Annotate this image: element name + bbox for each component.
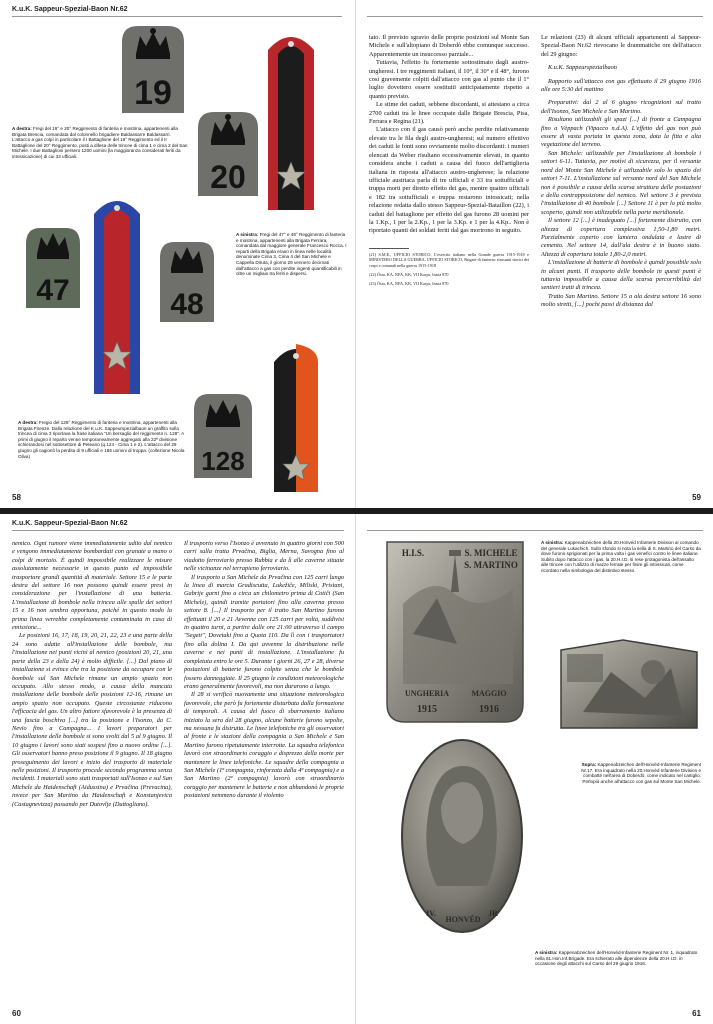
caption-20-honved-division: A sinistra: Kappenabzeichen della 20.Honvéd Infanterie Division al comando del generale Lukachich. Sullo sfondo si nota la sella di S. Martino del Carso da dove furono sprigionati per la prima volta i gas venefici contro le linee italiane. Subito dopo l'attacco con i gas, la 20.H.I.D. si rese protagonista dell'assalto alle trincee con l'utilizzo di mazze ferrate per finire gli intossicati, come ricordato nella simbologia del distintivo stesso. xyxy=(541,540,701,573)
caption-brigata-brescia: A destra: Fregi del 19° e 20° Reggimento di fanteria e mostrina, appartenenti alla Brigata Brescia, comandata dal colonnello brigadiere Baldassarre Baldassarri. L'attacco a gas colpì in particolare il I Battaglione del 19° Reggimento ed il II Battaglione del 20° Reggimento, posti a difesa delle trincee di cima 1 e cima 2 del San Michele. I due Battaglioni persero 1200 uomini (la maggioranza considerati feriti da intossicazione) di cui 32 ufficiali. xyxy=(12,126,188,159)
page-number: 61 xyxy=(692,1009,701,1018)
mostrina-red xyxy=(262,24,320,214)
paragraph: Il settore 12 [...] è inadeguato [...] fortemente distrutto, con altezza di copertura complessiva 1,50-1,80 metri. Parzialmente coperto con lamiera ondulata e lastre di cemento. Nel settore 14, dall'ala destra è in buono stato. Altezza di copertura totale 1,80-2,0 metri. xyxy=(541,217,701,258)
paragraph: Preparativi: dal 2 al 6 giugno ricognizioni sul tratto dell'Isonzo, San Michele e San Martino. xyxy=(541,99,701,115)
footnote-23: (23) Östa, KA, NFA, KK, VII Korps, busta 870 xyxy=(369,281,449,287)
paragraph: Il trasporto verso l'Isonzo è avvenuto in quattro giorni con 500 carri sulla tratta Prvačina, Biglia, Merna, Savogna fino al viadotto ferroviario presso Rubbia e da lì alle caverne situate nelle vicinanze nel terrapieno ferroviario. xyxy=(184,540,344,573)
mostrina-black-orange xyxy=(268,336,324,496)
caption-brigata-ferrara: A sinistra: Fregi del 47° e 48° Reggimento di fanteria e mostrina, appartenenti alla Brigata Ferrara, comandata dal maggiore generale Francesco Rocca. I reparti della Brigata erano in linea nelle località denominate Cima 3, Cima 4 del San Michele e Cappella Diruta; il giorno 29 vennero decimati dall'attacco a gas con perdite ingenti quantificabili in oltre un migliaio tra feriti e dispersi. xyxy=(236,232,347,277)
page-number: 58 xyxy=(12,493,21,502)
running-head-rule xyxy=(367,530,703,531)
patch-20-number: 20 xyxy=(210,159,246,195)
page-61 xyxy=(357,514,713,1024)
paragraph: Risultano utilizzabili gli spazi [...] di fronte a Campagna fino a Vèppach (Vipacco n.d.A). L'effetto del gas non può essere di vasta portata in questa zona, data la fitta e alta vegetazione del terreno. xyxy=(541,116,701,149)
text-column-2 xyxy=(184,540,344,801)
footnote-rule xyxy=(369,248,409,249)
text-column-1 xyxy=(369,34,529,287)
paragraph: Le stime dei caduti, sebbene discordanti, si attestano a circa 2700 caduti tra le linee occupate dalle Brigate Brescia, Pisa, Ferrara e Regina (21). xyxy=(369,101,529,126)
running-head-rule xyxy=(12,16,342,17)
paragraph: tato. Il previsto sgravio delle proprie posizioni sul Monte San Michele e sull'altopiano di Doberdò ebbe comunque successo. Apparentemente un insuccesso parziale... xyxy=(369,34,529,58)
badge1-label: 1915 xyxy=(417,704,437,715)
footnotes xyxy=(369,248,529,287)
running-head-rule xyxy=(12,530,344,531)
paragraph: Tuttavia, l'effetto fu fortemente sottostimato dagli austro-ungheresi. I tre reggimenti italiani, il 10°, il 30° e il 48°, furono così gravemente colpiti dall'attacco con gas al punto che il 1° luglio dovettero essere sostituiti anticipatamente rispetto a quanto previsto. xyxy=(369,59,529,100)
paragraph: Il 28 si verificò nuovamente una situazione meteorologica favorevole, che però fu fortemente disturbata dalla formazione di temporali. A causa del fuoco di sbarramento italiano iniziato la sera del 28 giugno, alcune batterie furono sepolte, ma nessuna fu distrutta. Le linee telefoniche tra gli osservatori al fronte e le stazioni della compagnia a San Michele e San Martino furono ripetutamente interrotte. La squadra telefonica lavorò con straordinario coraggio e disprezzo della morte per mantenere le linee telefoniche. Le squadre della compagnia a San Michele (1ª compagnia, rinforzata dalla 4ª compagnia) e a San Martino (2ª compagnia) lavorò con straordinario coraggio per mantenere le batterie e non abbandonò le proprie postazioni nemmeno durante il violento xyxy=(184,691,344,800)
running-head: K.u.K. Sappeur-Spezial-Baon Nr.62 xyxy=(12,520,128,527)
badge-20-honved-division xyxy=(373,534,537,730)
caption-honved-regiment-1: A sinistra: Kappenabzeichen dell'Honvéd-Infanterie Regiment Nr. 1, inquadrato nella 81.Hon.Inf.Brigade. Era schierato alle dipendenze della 20.H.I.D. in occasione degli attacchi sul Carso del 29 giugno 1916. xyxy=(535,950,698,967)
paragraph: L'attacco con il gas causò però anche perdite relativamente elevate tra le fila degli austro-ungheresi; sul numero effettivo dei caduti le fonti sono ovviamente molto discordanti: i numeri elencati da Weber risultano eccessivamente elevati, in quanto considera anche i caduti a causa del fuoco dell'artiglieria italiana in risposta all'attacco austro-ungherese; la relazione ufficiale austriaca parla di tre ufficiali e 33 tra sottufficiali e truppa morti per diretto effetto dei gas, mentre quattro ufficiali e 182 tra sottufficiali e truppa restarono intossicati; nella relazione redatta dallo stesso Sappeur-Spezial-Bataillon (22), i caduti del battaglione per effetto del gas furono 28 uomini per la 1.Kp., 1 per la 2.Kp., 1 per la 3.Kp. e 1 per la 4.Kp.. Non è riportato quanti dei soldati feriti dal gas morirono in seguito. xyxy=(369,126,529,235)
page-59 xyxy=(357,0,713,508)
paragraph: Le relazioni (23) di alcuni ufficiali appartenenti al Sappeur-Spezial-Baon Nr.62 rievocano le drammatiche ore dell'attacco del 29 giugno: xyxy=(541,34,701,58)
badge1-label: H.I.S. xyxy=(401,548,425,558)
top-spread xyxy=(0,0,713,508)
badge3-label: HONVÉD xyxy=(445,915,481,924)
page-60 xyxy=(0,514,356,1024)
patch-128-number: 128 xyxy=(201,446,245,476)
text-column-1 xyxy=(12,540,172,809)
badge3-label: JR xyxy=(488,909,498,918)
patch-19 xyxy=(118,22,188,117)
paragraph: L'installazione di batterie di bombole è quindi possibile solo in alcuni punti. Il trasporto delle bombole in questi punti è tuttavia impossibile a causa della scarsa percorribilità dei sentieri tratti di trincea. xyxy=(541,259,701,292)
patch-48-number: 48 xyxy=(170,288,204,321)
caption-brigata-firenze: A destra: Fregio del 128° Reggimento di fanteria e mostrina, appartenenti alla Brigata Firenze. Dalla relazione del K.u.K. Sappeurspezialbaon un graffito sulla trincea di cima 3 riportava la frase italiana "Un bersaglio del reggimento n. 128". A primi di giugno il reparto venne temporaneamente aggregato alla 22ª divisione schierandosi nel sottosettore di Peteano (q.124 - Cima 1 e 2). L'attacco del 29 giugno gli cagionò la perdita di 9 ufficiali e 186 uomini di truppa. (collezione Nicola Oliva) xyxy=(18,420,185,459)
patch-47-number: 47 xyxy=(36,274,70,307)
patch-19-number: 19 xyxy=(134,74,172,112)
mostrina-blue xyxy=(88,188,146,398)
running-head-rule xyxy=(367,16,703,17)
patch-128 xyxy=(190,390,256,482)
running-head: K.u.K. Sappeur-Spezial-Baon Nr.62 xyxy=(12,6,128,13)
badge1-label: S. MARTINO xyxy=(464,560,518,570)
caption-honved-regiment-17: Sopra: Kappenabzeichen dell'Honvéd-Infanterie Regiment Nr.17. Era inquadrato nella 20.Honvéd Infanterie Division e combatté nell'area di Doberdò, come indicato nel cartiglio. Perlopiù anche all'attacco con gas sul Monte San Michele. xyxy=(581,762,701,784)
badge-honved-regiment-1 xyxy=(397,736,527,936)
footnote-22: (22) Östa, KA, NFA, KK, VII Korps, busta 870 xyxy=(369,271,449,277)
page-number: 59 xyxy=(692,493,701,502)
paragraph: San Michele: utilizzabile per l'installazione di bombole i settori 6-11. Tuttavia, per motivi di sicurezza, per il versante nord del Monte San Michele è utilizzabile solo lo spazio dei settori 7-11. L'installazione sul versante nord del San Michele non è possibile a causa della scarsa struttura delle postazioni e della contrapposizione del nemico. Nel settore 3 è prevista l'installazione di 40 bombole [...] Settore 11 è per lo più molto scoperto, quindi non utilizzabile nella parte meridionale. xyxy=(541,149,701,216)
paragraph: nemico. Ogni rumore viene immediatamente udito dal nemico e vengono immediatamente bombardati con granate a mano o colpi di mortaio. È quindi impossibile realizzare le misure assolutamente necessarie in questo punto ed impossibile trasportare grandi quantità di materiale. Settore 15 e le parte destra del settore 16 non possono quindi essere presi in considerazione per l'installazione di una batteria. L'installazione di bombole nella trincea alle spalle dei settori 15 e 16 non sembra opportuna, poiché in questo modo la prima linea verrebbe completamente contaminata in caso di emissione... xyxy=(12,540,172,632)
badge1-label: 1916 xyxy=(479,704,499,715)
paragraph: K.u.K. Sappeurspezialbaon xyxy=(548,64,617,72)
badge3-label: IV. xyxy=(426,909,436,918)
paragraph: Il trasporto a San Michele da Prvačina con 125 carri lungo la linea di marcia Gradiscutta, Lukežiče, Miliski, Pristani, Gabrije garni fino a circa un chilometro prima di Cotiči (San Michele), quindi tramite portatori fino alla caverna presso settore 8. [...] Il trasporto per il tratto San Martino furono effettuati il 20 e 21 Avvenne con 125 carri per volta, suddivisi in quattro turni, a partire dalle ore 21:00 attraverso il campo "Segeti", Dovetaki fino a Quota 110. Da lì con i trasportatori fino alla dolina I. Da qui avvenne la distribuzione nelle caverne e nei punti di installazione. L'installazione fu completata entro le ore 5. Durante i giorni 26, 27 e 28, diverse postazioni di batterie furono colpite senza che le bombole fossero danneggiate. Il 25 giugno le condizioni meteorologiche erano generalmente favorevoli, ma non durarono a lungo. xyxy=(184,573,344,690)
badge1-label: MAGGIO xyxy=(471,689,507,698)
paragraph: Rapporto sull'attacco con gas effettuato il 29 giugno 1916 alle ore 5:30 del mattino xyxy=(541,77,701,94)
paragraph: Le posizioni 16, 17, 18, 19, 20, 21, 22, 23 e una parte della 24 sono adatte all'installazione delle bombole, ma l'installazione nei punti vicini al nemico (posizioni 20, 21, una parte della 23 e della 24) è molto difficile. [...] Dal piano di installazione si evince che tra la posizione da occupare con le bombole sul San Michele rimane un ampio spazio non occupato. Allo stesso modo, a causa della mancata installazione delle bombole delle posizioni 12-16, rimane un ampio spazio non occupato. Queste circostanze riducono l'efficacia del gas. Un altro fattore sfavorevole è la presenza di una fascia boschiva [...] tra la posizione e l'Isonzo, da C. Nevio fino a Campagna... I lavori preparatori per l'installazione delle bombole si sono svolti dal 5 al 9 giugno. Il 10 giugno i lavori sono stati sospesi fino a nuovo ordine [...]. Gli osservatori hanno preso posizione il 9 giugno. Il 18 giugno proseguimento dei lavori e inizio del trasporto di materiale nelle posizioni. Il trasporto procede secondo programma senza incidenti. I materiali sono stati trasportati sull'Isonzo e sul San Michele da Haidenschaft (Aidussina) e Prvačina (Prevacina), invece per San Martino da Haidenschaft e Konstanjevica (Castagnevizza) passando per Dutovlje (Duttogliano). xyxy=(12,632,172,808)
patch-47 xyxy=(22,224,84,312)
badge1-label: S. MICHELE xyxy=(464,548,518,558)
page-number: 60 xyxy=(12,1009,21,1018)
patch-20 xyxy=(194,108,262,200)
footnote-21: (21) S.M.E., UFFICIO STORICO, L'esercito italiano nella Grande guerra 1915-1918 e MINISTERO DELLA GUERRA, UFFICIO STORICO, Brigate di fanteria: riassunti storici dei corpi e comandi nella guerra 1915-1918 xyxy=(369,251,529,268)
badge-honved-regiment-17 xyxy=(553,632,705,740)
badge1-label: UNGHERIA xyxy=(404,689,450,698)
text-column-2 xyxy=(541,34,701,310)
paragraph: Tratto San Martino. Settore 15 a ala destra settore 16 sono molto stretti, [...] pochi passi di distanza dal xyxy=(541,292,701,309)
bottom-spread xyxy=(0,514,713,1024)
patch-48 xyxy=(156,238,218,326)
page-58 xyxy=(0,0,356,508)
